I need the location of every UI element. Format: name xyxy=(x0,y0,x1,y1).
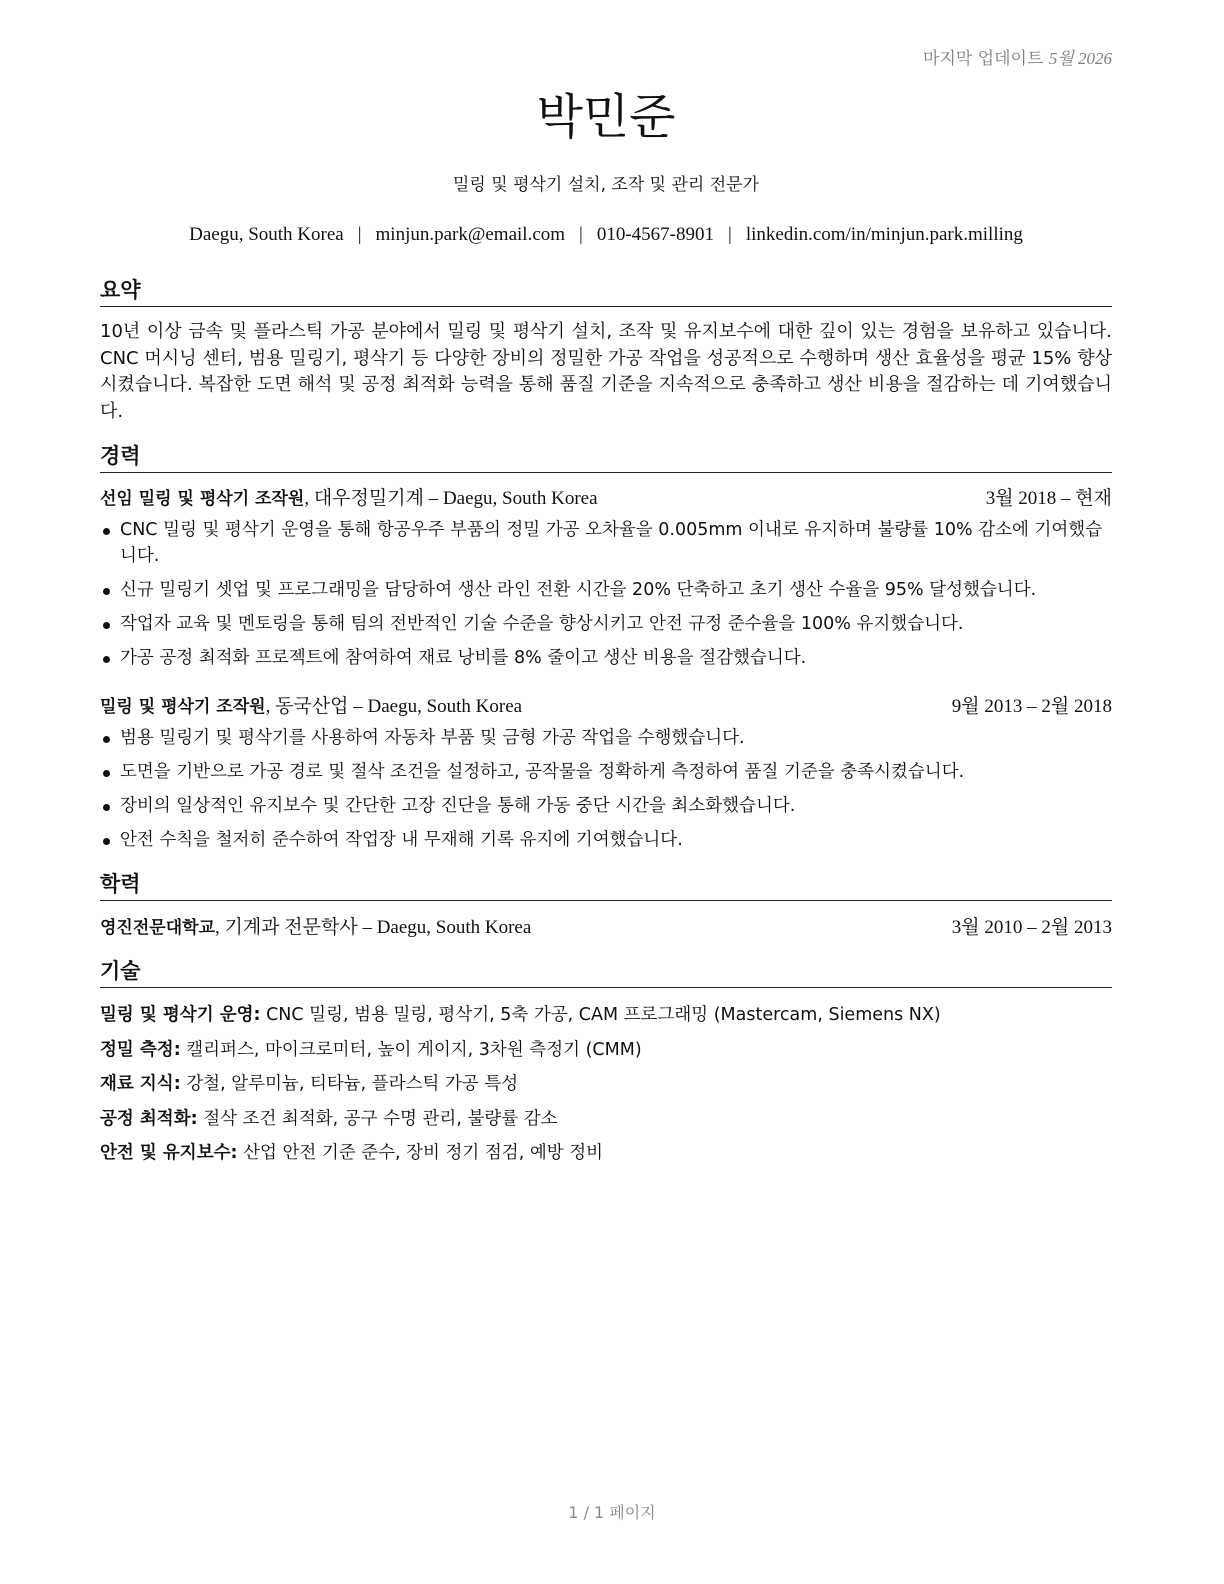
job-bullets xyxy=(100,725,1112,861)
job-dates: 9월 2013 – 2월 2018 xyxy=(951,696,1112,717)
summary-heading: 요약 xyxy=(100,276,1112,307)
job-title: 선임 밀링 및 평삭기 조작원 xyxy=(100,489,305,509)
skill-value: 산업 안전 기준 준수, 장비 정기 점검, 예방 정비 xyxy=(237,1143,604,1163)
job-bullet: CNC 밀링 및 평삭기 운영을 통해 항공우주 부품의 정밀 가공 오차율을 0.005mm 이내로 유지하며 불량률 10% 감소에 기여했습니다. xyxy=(100,517,1112,569)
education-dates: 3월 2010 – 2월 2013 xyxy=(951,917,1112,938)
job-bullet: 도면을 기반으로 가공 경로 및 절삭 조건을 설정하고, 공작물을 정확하게 측정하여 품질 기준을 충족시켰습니다. xyxy=(100,759,1112,785)
job-company-location: , 대우정밀기계 – Daegu, South Korea xyxy=(304,488,598,509)
experience-heading: 경력 xyxy=(100,442,1112,473)
job-header xyxy=(100,486,1112,512)
job-header xyxy=(100,694,1112,720)
skill-line xyxy=(100,1037,1112,1063)
last-updated-date: 5월 2026 xyxy=(1048,49,1112,68)
page-footer: 1 / 1 페이지 xyxy=(568,1503,656,1522)
job-company-location: , 동국산업 – Daegu, South Korea xyxy=(265,696,523,717)
contact-line xyxy=(100,224,1112,246)
contact-separator: | xyxy=(579,224,583,245)
skill-label: 정밀 측정: xyxy=(100,1040,181,1060)
contact-separator: | xyxy=(728,224,732,245)
summary-text: 10년 이상 금속 및 플라스틱 가공 분야에서 밀링 및 평삭기 설치, 조작 및 유지보수에 대한 깊이 있는 경험을 보유하고 있습니다. CNC 머시닝 센터, 범용 밀링기, 평삭기 등 다양한 장비의 정밀한 가공 작업을 성공적으로 수행하며 생산 효율성을 평균 15% 향상시켰습니다. 복잡한 도면 해석 및 공정 최적화 능력을 통해 품질 기준을 지속적으로 충족하고 생산 비용을 절감하는 데 기여했습니다. xyxy=(100,321,1112,422)
skill-label: 밀링 및 평삭기 운영: xyxy=(100,1005,261,1025)
education-heading: 학력 xyxy=(100,870,1112,901)
contact-location: Daegu, South Korea xyxy=(189,224,344,245)
education-entry xyxy=(100,915,1112,941)
education-detail: , 기계과 전문학사 – Daegu, South Korea xyxy=(214,917,532,938)
contact-separator: | xyxy=(357,224,362,245)
job-title: 밀링 및 평삭기 조작원 xyxy=(100,697,266,717)
job-bullet: 작업자 교육 및 멘토링을 통해 팀의 전반적인 기술 수준을 향상시키고 안전 규정 준수율을 100% 유지했습니다. xyxy=(100,611,1112,637)
skill-label: 안전 및 유지보수: xyxy=(100,1143,238,1163)
job-bullet: 안전 수칙을 철저히 준수하여 작업장 내 무재해 기록 유지에 기여했습니다. xyxy=(100,827,1112,853)
skill-value: 강철, 알루미늄, 티타늄, 플라스틱 가공 특성 xyxy=(180,1074,519,1094)
job-bullet: 신규 밀링기 셋업 및 프로그래밍을 담당하여 생산 라인 전환 시간을 20% 단축하고 초기 생산 수율을 95% 달성했습니다. xyxy=(100,577,1112,603)
skill-label: 재료 지식: xyxy=(100,1074,181,1094)
skill-line xyxy=(100,1002,1112,1028)
contact-linkedin[interactable]: linkedin.com/in/minjun.park.milling xyxy=(745,224,1023,245)
last-updated-label: 마지막 업데이트 xyxy=(923,49,1044,69)
candidate-name: 박민준 xyxy=(536,89,676,145)
skill-line xyxy=(100,1071,1112,1097)
skill-value: CNC 밀링, 범용 밀링, 평삭기, 5축 가공, CAM 프로그래밍 (Mastercam, Siemens NX) xyxy=(260,1005,941,1025)
contact-phone: 010-4567-8901 xyxy=(596,224,715,245)
job-bullet: 장비의 일상적인 유지보수 및 간단한 고장 진단을 통해 가동 중단 시간을 최소화했습니다. xyxy=(100,793,1112,819)
skill-value: 절삭 조건 최적화, 공구 수명 관리, 불량률 감소 xyxy=(197,1109,558,1129)
skill-value: 캘리퍼스, 마이크로미터, 높이 게이지, 3차원 측정기 (CMM) xyxy=(180,1040,642,1060)
headline: 밀링 및 평삭기 설치, 조작 및 관리 전문가 xyxy=(453,175,759,195)
skill-line xyxy=(100,1106,1112,1132)
skill-line xyxy=(100,1140,1112,1166)
education-school: 영진전문대학교 xyxy=(100,918,215,938)
skills-heading: 기술 xyxy=(100,957,1112,988)
job-bullet: 범용 밀링기 및 평삭기를 사용하여 자동차 부품 및 금형 가공 작업을 수행했습니다. xyxy=(100,725,1112,751)
job-bullet: 가공 공정 최적화 프로젝트에 참여하여 재료 낭비를 8% 줄이고 생산 비용을 절감했습니다. xyxy=(100,645,1112,671)
skill-label: 공정 최적화: xyxy=(100,1109,198,1129)
contact-email[interactable]: minjun.park@email.com xyxy=(375,224,566,245)
job-dates: 3월 2018 – 현재 xyxy=(985,488,1112,509)
job-bullets xyxy=(100,517,1112,679)
last-updated xyxy=(923,44,1112,69)
